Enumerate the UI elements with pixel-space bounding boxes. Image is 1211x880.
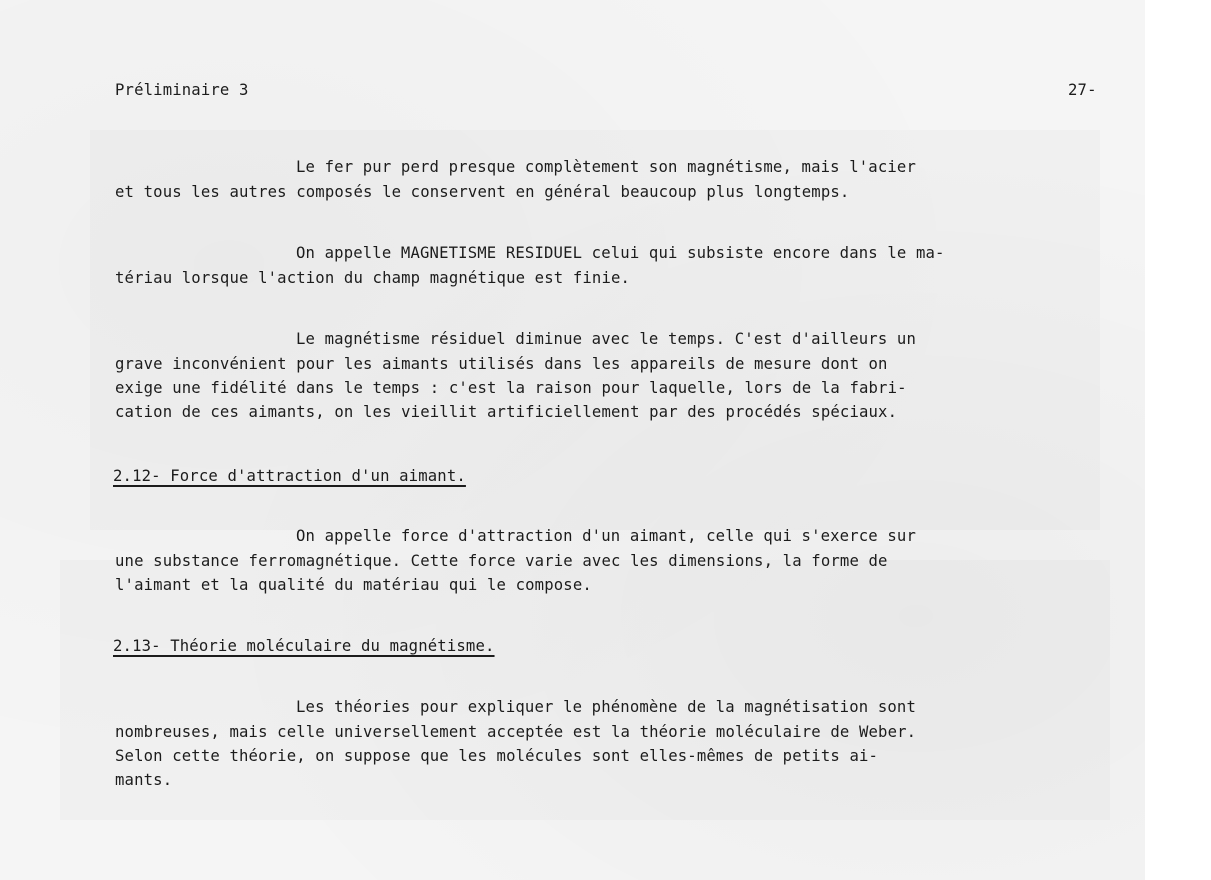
paragraph-line: On appelle MAGNETISME RESIDUEL celui qui subsiste encore dans le ma- <box>296 244 945 262</box>
paragraph-line: mants. <box>115 771 173 789</box>
paragraph-line: une substance ferromagnétique. Cette force varie avec les dimensions, la forme de <box>115 552 888 570</box>
paragraph-line: exige une fidélité dans le temps : c'est la raison pour laquelle, lors de la fabri- <box>115 379 907 397</box>
paragraph-line: grave inconvénient pour les aimants utilisés dans les appareils de mesure dont on <box>115 355 888 373</box>
paragraph-line: tériau lorsque l'action du champ magnétique est finie. <box>115 269 631 287</box>
paragraph-line: On appelle force d'attraction d'un aimant, celle qui s'exerce sur <box>296 527 916 545</box>
paragraph-line: cation de ces aimants, on les vieillit artificiellement par des procédés spéciaux. <box>115 403 898 421</box>
paragraph-line: nombreuses, mais celle universellement acceptée est la théorie moléculaire de Weber. <box>115 723 917 741</box>
paragraph-line: et tous les autres composés le conservent en général beaucoup plus longtemps. <box>115 183 850 201</box>
page-header-title: Préliminaire 3 <box>115 81 249 99</box>
paragraph-line: Le fer pur perd presque complètement son magnétisme, mais l'acier <box>296 158 916 176</box>
paragraph-line: Les théories pour expliquer le phénomène de la magnétisation sont <box>296 698 916 716</box>
paragraph-line: Selon cette théorie, on suppose que les molécules sont elles-mêmes de petits ai- <box>115 747 879 765</box>
paragraph-line: Le magnétisme résiduel diminue avec le temps. C'est d'ailleurs un <box>296 330 916 348</box>
paragraph-line: l'aimant et la qualité du matériau qui le compose. <box>115 576 592 594</box>
section-heading: 2.13- Théorie moléculaire du magnétisme. <box>113 637 495 655</box>
page-number: 27- <box>1068 81 1097 99</box>
section-heading: 2.12- Force d'attraction d'un aimant. <box>113 467 466 485</box>
